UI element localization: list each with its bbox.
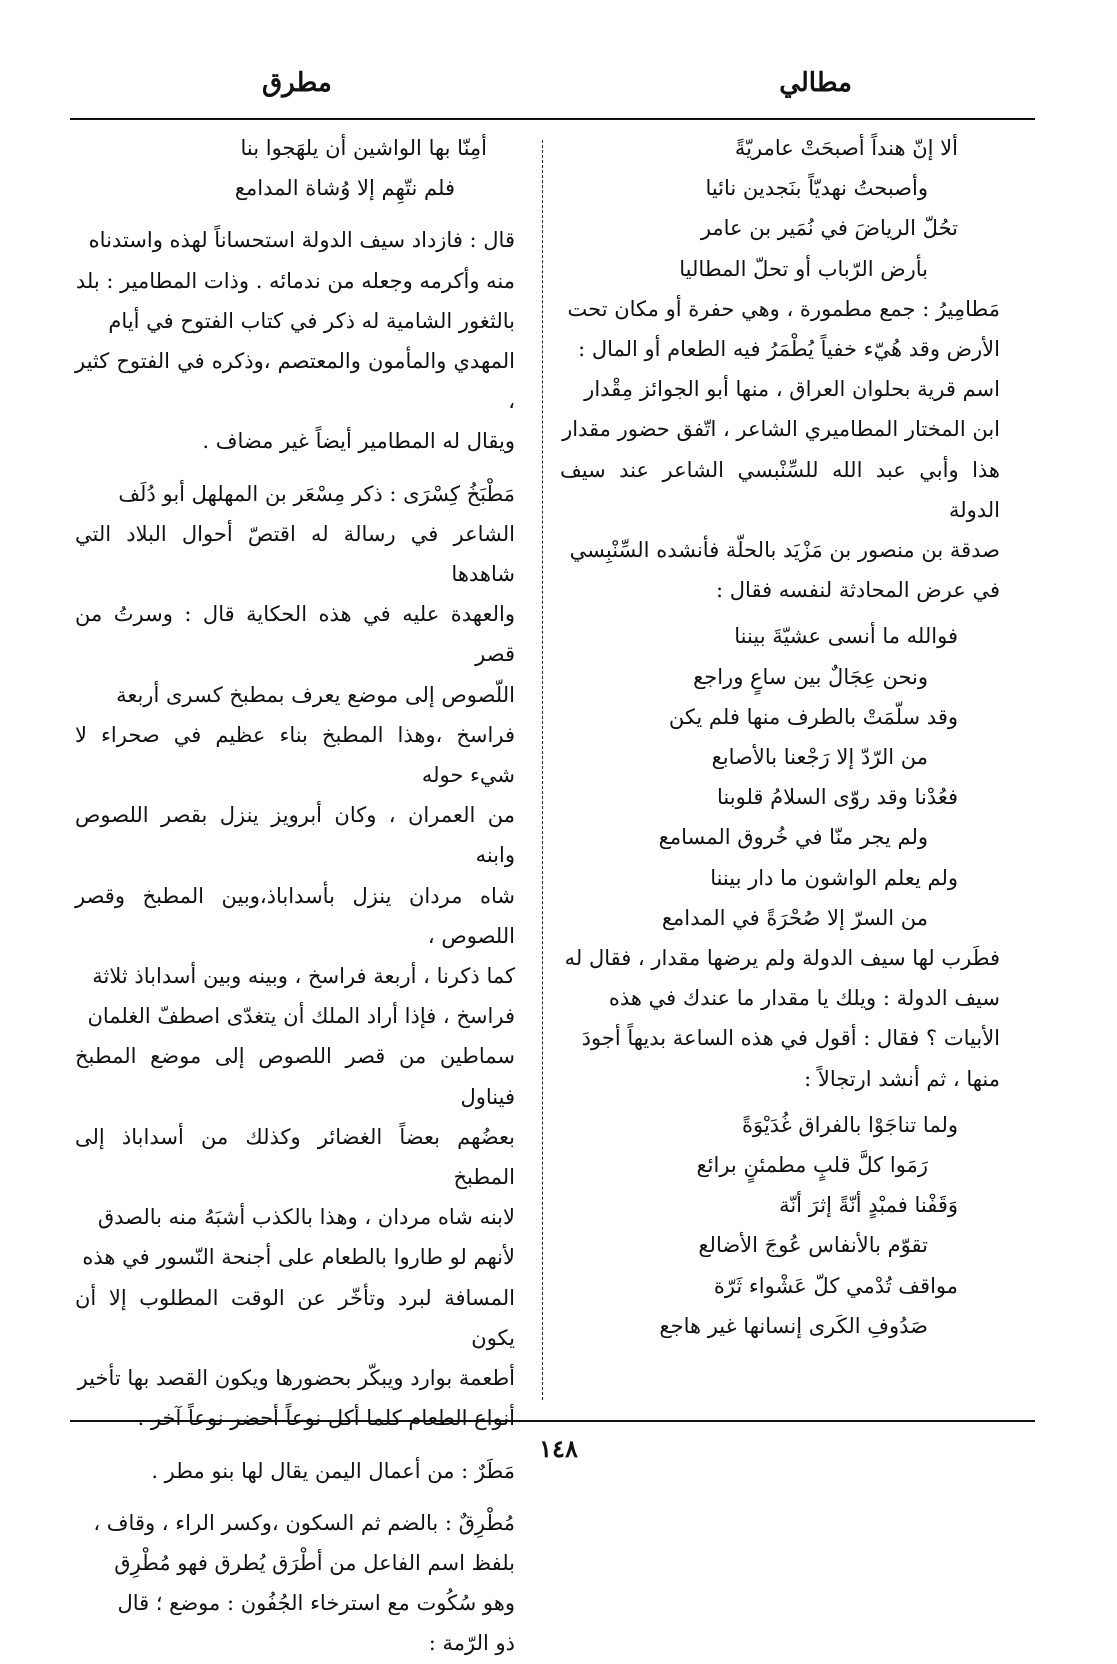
right-column [560, 128, 1000, 1346]
text-line: ويقال له المطامير أيضاً غير مضاف . [202, 429, 515, 454]
column-separator [542, 140, 543, 1400]
verse-line: أمِنّا بها الواشين أن يلهَجوا بنا [240, 136, 487, 160]
text-line: الشاعر في رسالة له اقتصّ أحوال البلاد التي شاهدها [75, 521, 515, 587]
text-line: مَطامِيرُ : جمع مطمورة ، وهي حفرة أو مكان تحت [567, 296, 1000, 321]
text-line: كما ذكرنا ، أربعة فراسخ ، وبينه وبين أسداباذ ثلاثة [92, 964, 515, 989]
verse-line: ولم يعلم الواشون ما دار بيننا [710, 865, 958, 890]
text-line: منه وأكرمه وجعله من ندمائه . وذات المطامير : بلد [75, 268, 515, 293]
text-line: الأرض وقد هُيّء خفياً يُطْمَرُ فيه الطعام أو المال : [578, 337, 1000, 362]
text-line: قال : فازداد سيف الدولة استحساناً لهذه واستدناه [88, 228, 515, 253]
poem-block [560, 128, 1000, 289]
poem-block [560, 616, 1000, 938]
text-line: صدقة بن منصور بن مَزْيَد بالحلّة فأنشده السِّنْبِسي [569, 538, 1000, 563]
header-rule [70, 118, 1035, 120]
text-line: ابن المختار المطاميري الشاعر ، اتّفق حضور مقدار [562, 417, 1000, 442]
verse-line: ولما تناجَوْا بالفراق غُدَيْوَةً [741, 1112, 958, 1137]
verse-line: رَمَوا كلَّ قلبٍ مطمئنٍ برائع [696, 1153, 928, 1178]
text-line: الأبيات ؟ فقال : أقول في هذه الساعة بديهاً أجودَ [581, 1026, 1000, 1051]
verse-line: من السرّ إلا صُحْرَةً في المدامع [661, 905, 928, 930]
text-line: منها ، ثم أنشد ارتجالاً : [804, 1066, 1000, 1091]
entry-mutriq [75, 1503, 515, 1664]
verse-line: فعُدْنا وقد روّى السلامُ قلوبنا [717, 785, 958, 810]
text-line: من العمران ، وكان أبرويز ينزل بقصر اللصوص وابنه [75, 803, 515, 868]
text-line: المسافة لبرد وتأخّر عن الوقت المطلوب إلا أن يكون [75, 1285, 515, 1350]
poem-block [75, 128, 515, 208]
entry-matamir [560, 289, 1000, 611]
text-line: أطعمة بوارد ويبكّر بحضورها ويكون القصد بها تأخير [77, 1366, 515, 1391]
verse-line: فلم نتّهِم إلا وُشاة المدامع [234, 176, 455, 201]
verse-line: ولم يجر منّا في خُروق المسامع [658, 825, 928, 850]
verse-line: ألا إنّ هنداً أصبحَتْ عامريّةً [734, 136, 958, 160]
text-line: اللّصوص إلى موضع يعرف بمطبخ كسرى أربعة [116, 682, 515, 707]
text-line: ذو الرّمة : [428, 1631, 515, 1656]
text-line: والعهدة عليه في هذه الحكاية قال : وسرتُ من قصر [75, 602, 515, 667]
text-line: اسم قرية بحلوان العراق ، منها أبو الجوائز مِقْدار [584, 377, 1000, 402]
text-line: بلفظ اسم الفاعل من أطْرَق يُطرق فهو مُطْرِق [114, 1550, 515, 1575]
text-line: مَطْبَخُ كِسْرَى : ذكر مِسْعَر بن المهلهل أبو دُلَف [118, 481, 515, 506]
paragraph [75, 220, 515, 461]
text-line: بعضُهم بعضاً الغضائر وكذلك من أسداباذ إلى المطبخ [75, 1124, 515, 1190]
text-line: فراسخ ، فإذا أراد الملك أن يتغدّى اصطفّ الغلمان [87, 1004, 515, 1029]
text-line: فراسخ ،وهذا المطبخ بناء عظيم في صحراء لا شيء حوله [75, 722, 515, 788]
text-line: فطَرب لها سيف الدولة ولم يرضها مقدار ، فقال له [564, 946, 1000, 971]
text-line: مُطْرِقٌ : بالضم ثم السكون ،وكسر الراء ، وقاف ، [93, 1510, 515, 1535]
text-line: أنواع الطعام كلما أكل نوعاً أحضر نوعاً آخر . [137, 1406, 515, 1431]
text-line: سيف الدولة : ويلك يا مقدار ما عندك في هذه [608, 986, 1000, 1011]
text-line: لأنهم لو طاروا بالطعام على أجنحة النّسور في هذه [82, 1245, 515, 1270]
text-line: سماطين من قصر اللصوص إلى موضع المطبخ فيناول [75, 1044, 515, 1109]
text-line: شاه مردان ينزل بأسداباذ،وبين المطبخ وقصر اللصوص ، [75, 883, 515, 948]
verse-line: فوالله ما أنسى عشيّةَ بيننا [734, 624, 958, 649]
text-line: هذا وأبي عبد الله للسِّنْبسي الشاعر عند سيف الدولة [560, 457, 1000, 522]
entry-matbakh-kisra [75, 474, 515, 1439]
running-header-left: مطرق [262, 68, 332, 98]
verse-line: تقوّم بالأنفاس عُوجَ الأضالع [698, 1233, 928, 1258]
verse-line: وأصبحتُ نهديّاً بنَجدين نائيا [705, 176, 928, 201]
text-line: بالثغور الشامية له ذكر في كتاب الفتوح في أيام [108, 308, 515, 333]
text-line: المهدي والمأمون والمعتصم ،وذكره في الفتوح كثير ، [75, 349, 515, 414]
verse-line: وَقَفْنا فمبْدٍ أنّةً إثرَ أنّة [779, 1193, 958, 1218]
text-line: لابنه شاه مردان ، وهذا بالكذب أشبَهُ منه بالصدق [97, 1205, 515, 1230]
text-line: في عرض المحادثة لنفسه فقال : [716, 578, 1000, 603]
paragraph [560, 938, 1000, 1099]
verse-line: تحُلّ الرياضَ في نُمَير بن عامر [700, 216, 958, 241]
page-number: ١٤٨ [539, 1434, 578, 1463]
running-header-right: مطالي [779, 68, 852, 98]
verse-line: صَدُوفِ الكَرى إنسانها غير هاجع [659, 1313, 928, 1338]
poem-block [560, 1105, 1000, 1346]
verse-line: مواقف تُدْمي كلّ عَشْواء ثَرّة [713, 1273, 958, 1298]
footer-rule [70, 1420, 1035, 1422]
verse-line: بأرض الرّباب أو تحلّ المطاليا [679, 256, 928, 281]
text-line: وهو سُكُوت مع استرخاء الجُفُون : موضع ؛ قال [117, 1591, 515, 1616]
verse-line: وقد سلّمَتْ بالطرف منها فلم يكن [668, 704, 958, 729]
verse-line: ونحن عِجَالٌ بين ساعٍ وراجع [693, 664, 928, 689]
text-line: مَطَرٌ : من أعمال اليمن يقال لها بنو مطر . [151, 1458, 515, 1483]
verse-line: من الرّدّ إلا رَجْعنا بالأصابع [711, 745, 928, 770]
